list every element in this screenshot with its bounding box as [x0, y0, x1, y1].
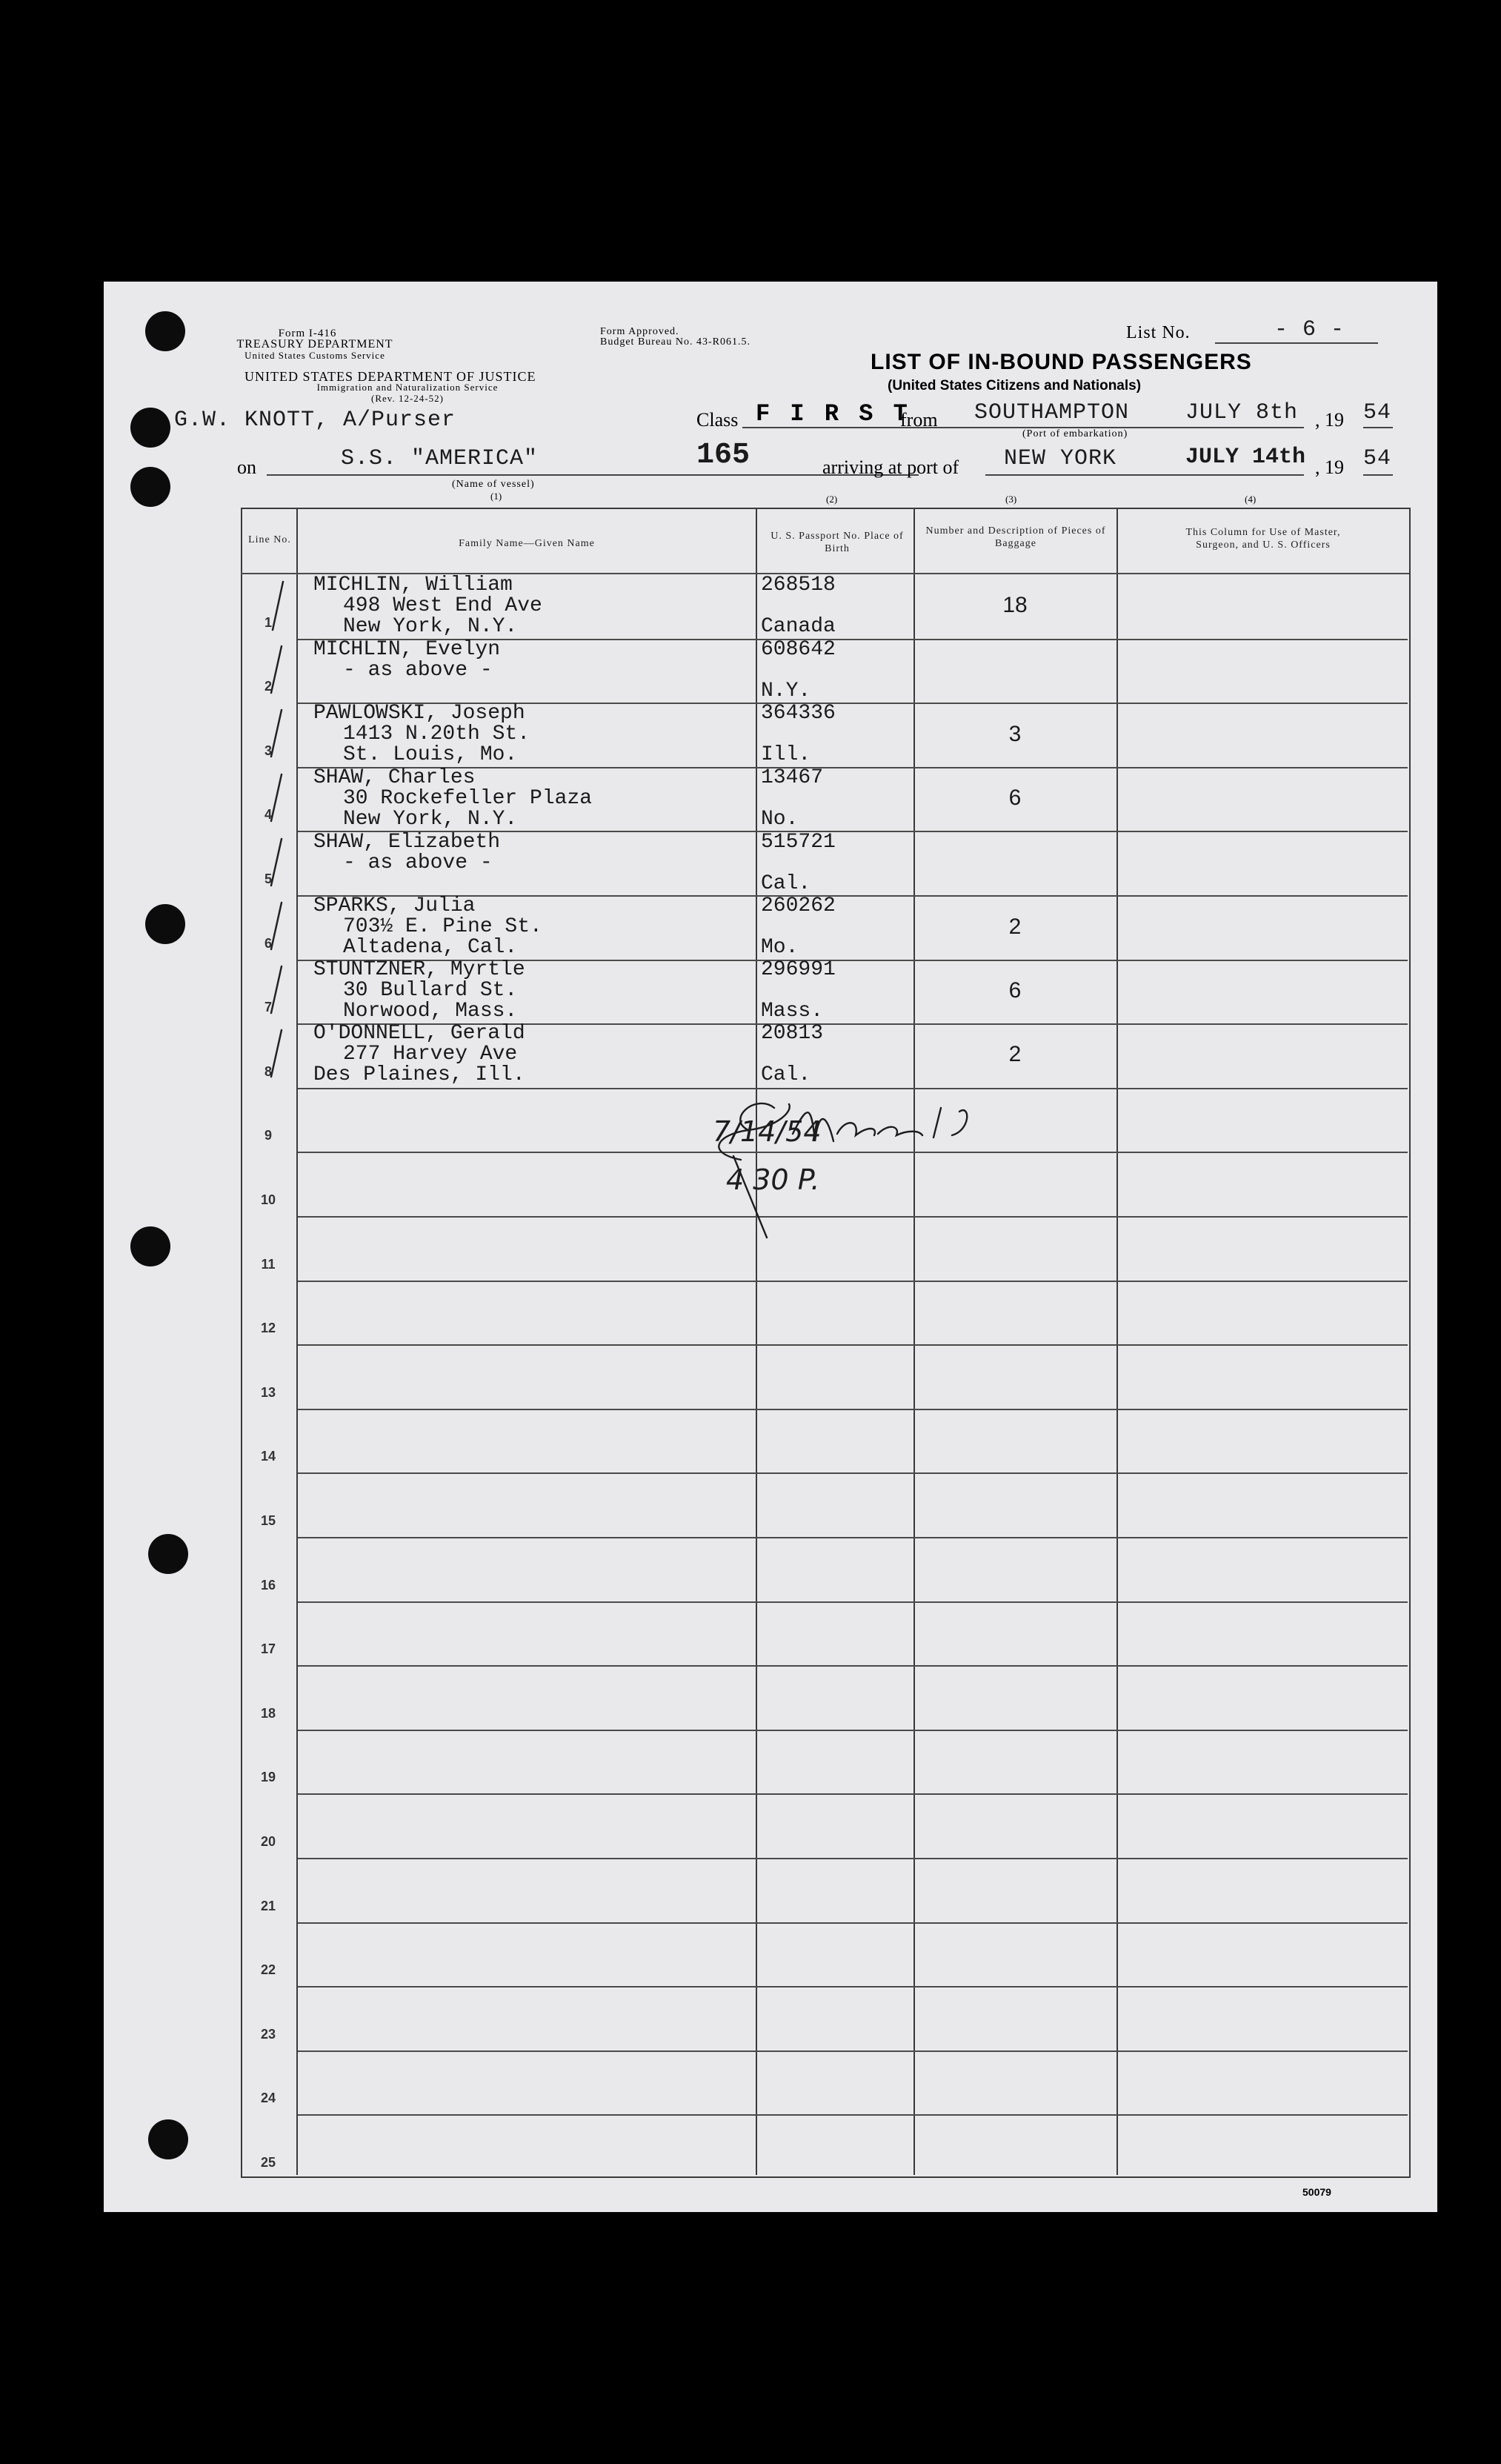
check-mark-8	[271, 1030, 282, 1077]
passenger-2-addr1: - as above -	[343, 659, 493, 682]
line-number: 11	[261, 1256, 276, 1272]
document-title: LIST OF IN-BOUND PASSENGERS	[871, 350, 1252, 374]
line-number: 25	[260, 2155, 276, 2170]
row-divider	[298, 1922, 1408, 1924]
line-number: 6	[264, 935, 272, 951]
passenger-6-passport: 260262	[761, 894, 836, 917]
passenger-4-addr1: 30 Rockefeller Plaza	[343, 787, 593, 810]
ins-label: Immigration and Naturalization Service	[316, 382, 499, 393]
arrival-year-prefix: , 19	[1315, 456, 1344, 478]
list-no-value: - 6 -	[1274, 317, 1345, 342]
row-divider	[298, 1409, 1408, 1410]
row-divider	[298, 1537, 1408, 1538]
col3-caption: (3)	[1005, 494, 1017, 505]
voyage-number: 165	[696, 439, 750, 472]
header-name: Family Name—Given Name	[459, 538, 595, 549]
arriving-label: arriving at port of	[822, 456, 959, 478]
punch-hole	[145, 311, 185, 351]
customs-label: United States Customs Service	[244, 350, 385, 361]
punch-hole	[130, 408, 170, 448]
passenger-1-name: MICHLIN, William	[313, 574, 513, 597]
form-approved: Form Approved.	[600, 326, 679, 337]
line-number: 10	[260, 1192, 276, 1207]
vessel-caption: (Name of vessel)	[452, 479, 535, 490]
line-number: 5	[264, 871, 272, 886]
depart-date: JULY 8th	[1185, 400, 1299, 425]
row-divider	[298, 2050, 1408, 2052]
line-number: 13	[260, 1384, 276, 1400]
check-mark-2	[271, 646, 282, 693]
passenger-8-passport: 20813	[761, 1022, 824, 1045]
line-number: 24	[260, 2091, 276, 2106]
row-divider	[298, 1986, 1408, 1988]
passenger-8-addr1: 277 Harvey Ave	[343, 1043, 518, 1066]
check-marks	[104, 282, 1437, 1097]
col2-caption: (2)	[826, 494, 838, 505]
line-number: 15	[260, 1513, 276, 1528]
list-no-label: List No.	[1126, 323, 1191, 342]
line-number: 19	[260, 1770, 276, 1785]
line-number: 17	[260, 1641, 276, 1657]
passenger-3-passport: 364336	[761, 702, 836, 725]
passenger-4-name: SHAW, Charles	[313, 766, 476, 789]
line-number: 4	[264, 807, 272, 823]
passenger-6-birth: Mo.	[761, 936, 799, 959]
annotation-time: 4 30 P.	[726, 1163, 820, 1196]
document-subtitle: (United States Citizens and Nationals)	[888, 378, 1142, 393]
embark-port: SOUTHAMPTON	[974, 400, 1130, 425]
passenger-4-birth: No.	[761, 808, 799, 831]
passenger-4-addr2: New York, N.Y.	[343, 808, 518, 831]
purser-name: G.W. KNOTT, A/Purser	[174, 408, 456, 433]
row-divider	[298, 1858, 1408, 1859]
passenger-5-name: SHAW, Elizabeth	[313, 831, 501, 854]
passenger-7-name: STUNTZNER, Myrtle	[313, 958, 525, 981]
passenger-5-birth: Cal.	[761, 872, 811, 895]
passenger-8-birth: Cal.	[761, 1063, 811, 1086]
passenger-7-addr2: Norwood, Mass.	[343, 1000, 518, 1023]
row-divider	[298, 1665, 1408, 1667]
line-number: 14	[260, 1449, 276, 1464]
check-mark-6	[271, 903, 282, 949]
vessel-name: S.S. "AMERICA"	[341, 446, 539, 471]
passenger-1-addr2: New York, N.Y.	[343, 615, 518, 638]
row-divider	[298, 2114, 1408, 2116]
check-mark-7	[271, 966, 282, 1013]
form-code: 50079	[1302, 2186, 1331, 2198]
on-label: on	[237, 456, 256, 478]
col4-caption: (4)	[1245, 494, 1257, 505]
row-divider	[298, 1793, 1408, 1795]
header-baggage: Number and Description of Pieces of Baggage	[925, 525, 1106, 549]
line-number: 16	[260, 1577, 276, 1593]
punch-hole	[130, 467, 170, 507]
col1-caption: (1)	[490, 491, 502, 502]
header-passport: U. S. Passport No. Place of Birth	[771, 531, 904, 554]
check-mark-4	[271, 774, 282, 821]
row-divider	[298, 1730, 1408, 1731]
passenger-3-addr1: 1413 N.20th St.	[343, 723, 530, 745]
passenger-3-name: PAWLOWSKI, Joseph	[313, 702, 525, 725]
line-number: 8	[264, 1063, 272, 1079]
row-divider	[298, 1601, 1408, 1603]
arrival-port: NEW YORK	[1004, 446, 1117, 471]
check-mark-5	[271, 839, 282, 886]
line-number: 18	[260, 1705, 276, 1721]
line-number: 21	[260, 1898, 276, 1913]
justice-label: UNITED STATES DEPARTMENT OF JUSTICE	[244, 369, 536, 384]
punch-hole	[130, 1226, 170, 1266]
from-label: from	[900, 409, 938, 431]
line-number: 9	[264, 1128, 272, 1143]
passenger-6-baggage: 2	[1008, 914, 1022, 939]
form-number: Form I-416	[278, 328, 337, 339]
passenger-6-addr2: Altadena, Cal.	[343, 936, 518, 959]
passenger-2-name: MICHLIN, Evelyn	[313, 638, 501, 661]
arrival-date: JULY 14th	[1185, 445, 1306, 470]
passenger-6-name: SPARKS, Julia	[313, 894, 476, 917]
passenger-7-passport: 296991	[761, 958, 836, 981]
depart-year: 54	[1363, 400, 1392, 425]
passenger-3-baggage: 3	[1008, 722, 1022, 746]
line-number: 12	[260, 1321, 276, 1336]
depart-year-prefix: , 19	[1315, 409, 1344, 431]
passenger-5-addr1: - as above -	[343, 851, 493, 874]
passenger-3-addr2: St. Louis, Mo.	[343, 743, 518, 766]
passenger-2-birth: N.Y.	[761, 680, 811, 703]
passenger-7-addr1: 30 Bullard St.	[343, 979, 518, 1002]
class-label: Class	[696, 409, 739, 431]
passenger-8-addr2: Des Plaines, Ill.	[313, 1063, 525, 1086]
punch-hole	[148, 1534, 188, 1574]
treasury-label: TREASURY DEPARTMENT	[236, 338, 393, 351]
line-number: 22	[260, 1962, 276, 1978]
line-number: 1	[264, 614, 272, 630]
rev-label: (Rev. 12-24-52)	[371, 393, 444, 404]
passenger-5-passport: 515721	[761, 831, 836, 854]
passenger-8-baggage: 2	[1008, 1042, 1022, 1066]
passenger-4-baggage: 6	[1008, 786, 1022, 810]
passenger-2-passport: 608642	[761, 638, 836, 661]
line-number: 3	[264, 743, 272, 758]
row-divider	[298, 1344, 1408, 1346]
passenger-1-baggage: 18	[1002, 593, 1028, 617]
line-number: 23	[260, 2026, 276, 2042]
handwritten-signature	[622, 1089, 1037, 1282]
passenger-7-birth: Mass.	[761, 1000, 824, 1023]
class-value: F I R S T	[756, 400, 911, 428]
check-mark-1	[273, 582, 283, 630]
header-line-no: Line No.	[248, 534, 291, 545]
passenger-4-passport: 13467	[761, 766, 824, 789]
passenger-1-passport: 268518	[761, 574, 836, 597]
punch-hole	[145, 904, 185, 944]
punch-hole	[148, 2119, 188, 2159]
annotation-date: 7/14/54	[713, 1115, 822, 1148]
line-number: 20	[260, 1834, 276, 1849]
manifest-page	[104, 282, 1437, 2212]
embark-caption: (Port of embarkation)	[1022, 428, 1128, 439]
header-officers: This Column for Use of Master, Surgeon, and U. S. Officers	[1185, 527, 1341, 551]
passenger-3-birth: Ill.	[761, 743, 811, 766]
passenger-7-baggage: 6	[1008, 978, 1022, 1003]
passenger-6-addr1: 703½ E. Pine St.	[343, 915, 542, 938]
passenger-1-birth: Canada	[761, 615, 836, 638]
passenger-1-addr1: 498 West End Ave	[343, 594, 542, 617]
budget-bureau: Budget Bureau No. 43-R061.5.	[600, 336, 750, 348]
row-divider	[298, 1472, 1408, 1474]
check-mark-3	[271, 710, 282, 757]
arrival-year: 54	[1363, 446, 1392, 471]
line-number: 7	[264, 1000, 272, 1015]
passenger-8-name: O'DONNELL, Gerald	[313, 1022, 525, 1045]
line-number: 2	[264, 679, 272, 694]
